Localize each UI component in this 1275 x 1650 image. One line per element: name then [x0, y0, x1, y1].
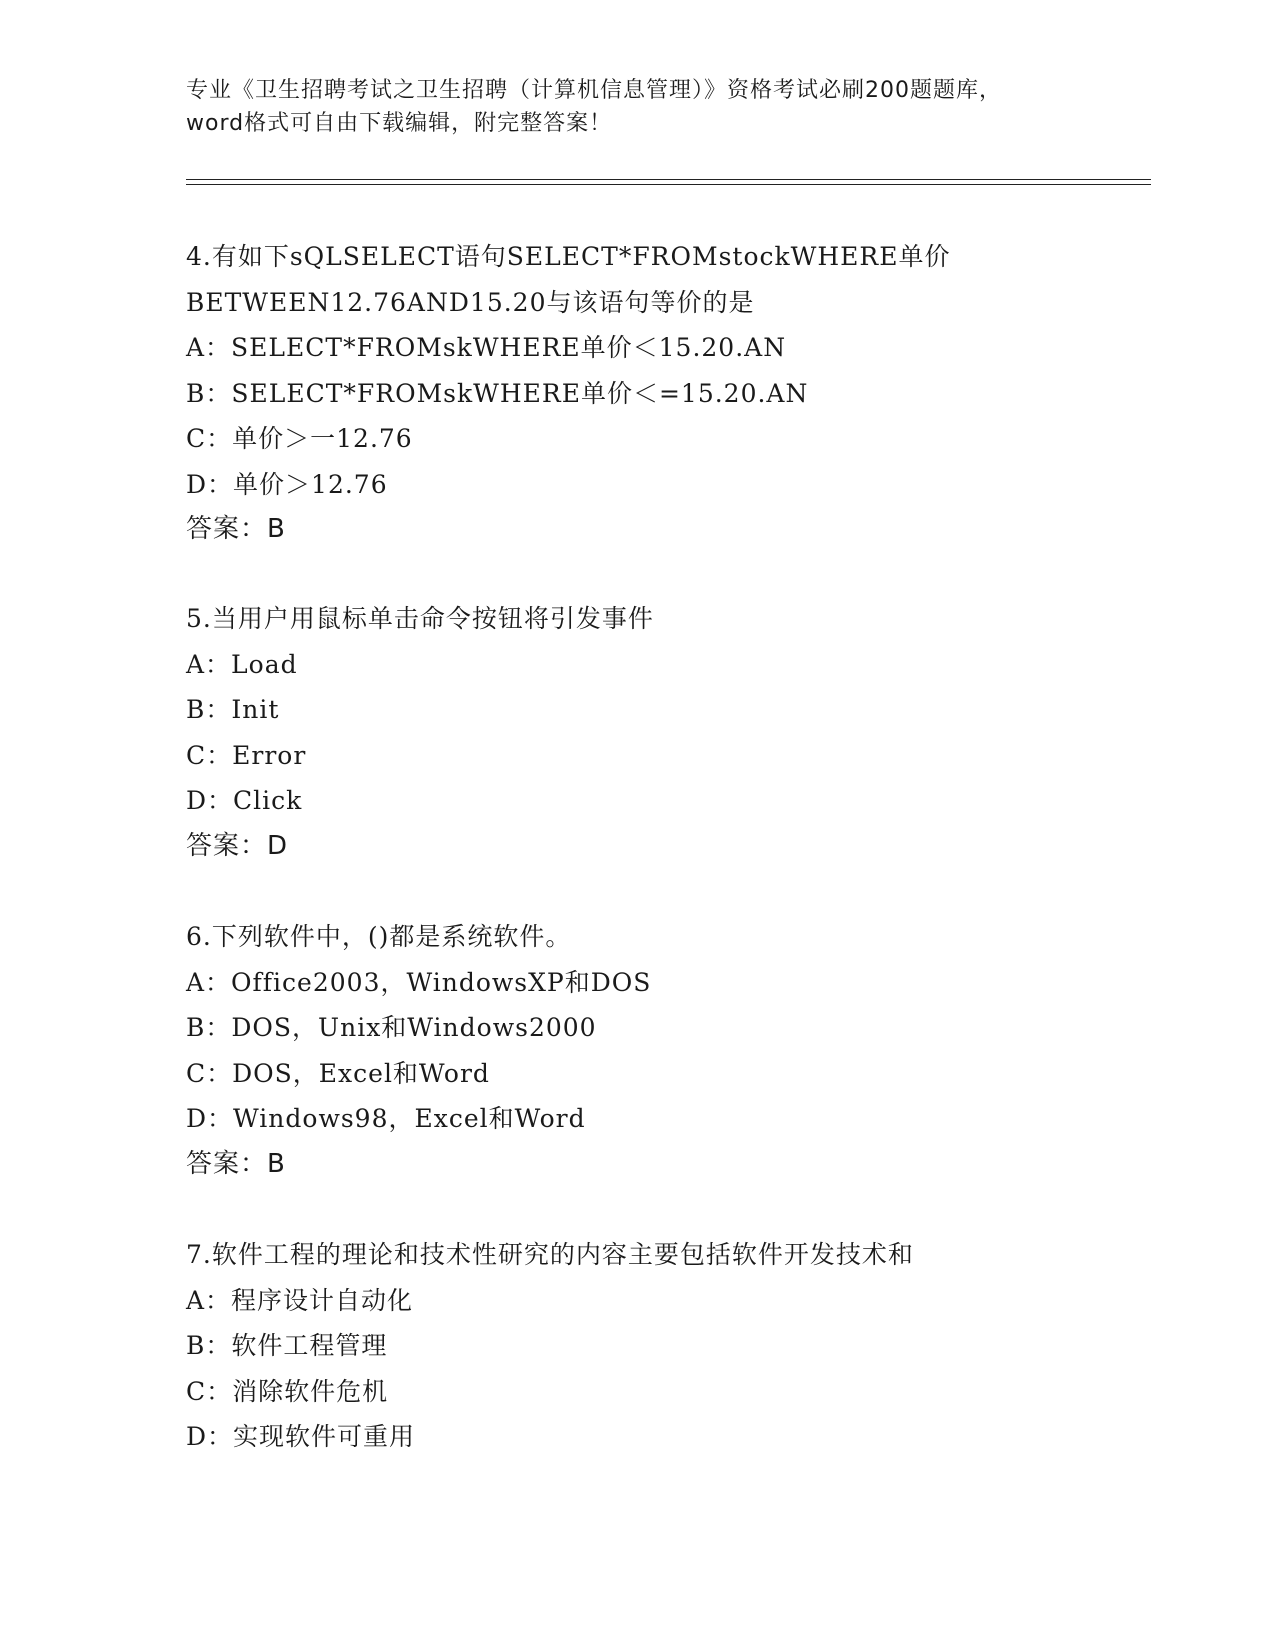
- option-c: C：单价＞一12.76: [186, 424, 413, 453]
- question-5: [186, 596, 1146, 869]
- question-stem-line: 7.软件工程的理论和技术性研究的内容主要包括软件开发技术和: [186, 1240, 914, 1269]
- option-d: D：Click: [186, 786, 303, 815]
- answer-label: 答案：B: [186, 514, 286, 544]
- option-a: A：SELECT*FROMskWHERE单价＜15.20.AN: [186, 333, 787, 362]
- option-c: C：DOS，Excel和Word: [186, 1058, 490, 1088]
- option-d: D：实现软件可重用: [186, 1422, 416, 1451]
- option-a: A：Office2003，WindowsXP和DOS: [186, 967, 652, 997]
- question-6: [186, 914, 1146, 1187]
- option-d: D：单价＞12.76: [186, 469, 388, 499]
- question-stem-line: 6.下列软件中，()都是系统软件。: [186, 922, 572, 951]
- question-4: [186, 234, 1146, 553]
- header-divider-bottom: [186, 184, 1151, 185]
- option-d: D：Windows98，Excel和Word: [186, 1104, 586, 1133]
- question-7: [186, 1232, 1146, 1460]
- header-line-1: 专业《卫生招聘考试之卫生招聘（计算机信息管理）》资格考试必刷200题题库，: [186, 78, 1002, 103]
- document-header: [186, 74, 1086, 140]
- header-divider-top: [186, 179, 1151, 180]
- option-c: C：Error: [186, 740, 307, 770]
- option-a: A：Load: [186, 649, 298, 679]
- header-line-2: word格式可自由下载编辑，附完整答案！: [186, 111, 613, 136]
- question-stem-line: 4.有如下sQLSELECT语句SELECT*FROMstockWHERE单价: [186, 242, 951, 271]
- option-a: A：程序设计自动化: [186, 1285, 414, 1315]
- option-c: C：消除软件危机: [186, 1376, 389, 1406]
- answer-label: 答案：B: [186, 1148, 286, 1179]
- option-b: B：软件工程管理: [186, 1331, 388, 1360]
- option-b: B：SELECT*FROMskWHERE单价＜=15.20.AN: [186, 378, 809, 408]
- question-stem-line: BETWEEN12.76AND15.20与该语句等价的是: [186, 287, 755, 317]
- option-b: B：Init: [186, 695, 280, 724]
- question-stem-line: 5.当用户用鼠标单击命令按钮将引发事件: [186, 604, 654, 633]
- option-b: B：DOS，Unix和Windows2000: [186, 1013, 597, 1042]
- answer-label: 答案：D: [186, 830, 289, 861]
